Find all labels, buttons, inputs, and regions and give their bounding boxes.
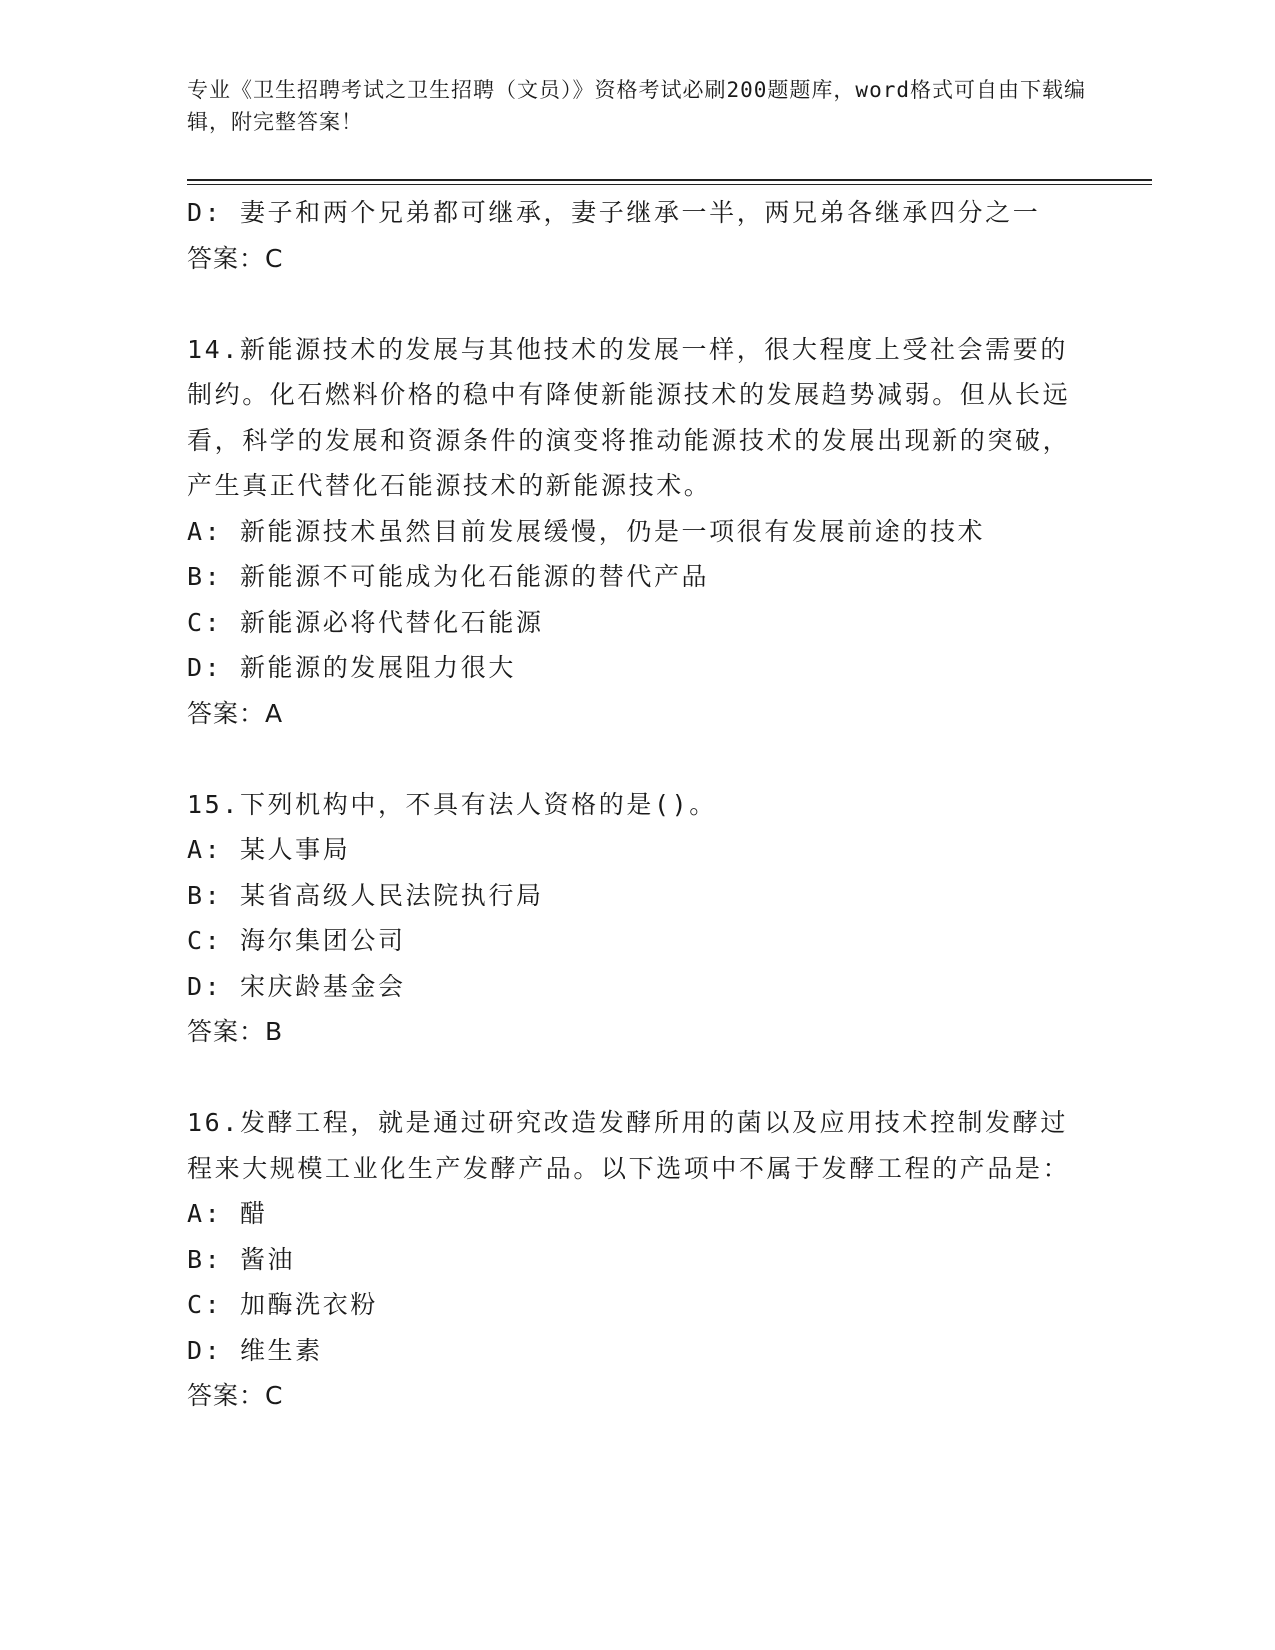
option-a: A: 新能源技术虽然目前发展缓慢，仍是一项很有发展前途的技术: [187, 516, 986, 546]
question-stem: 15.下列机构中，不具有法人资格的是()。: [187, 789, 717, 819]
option-d: D: 维生素: [187, 1335, 323, 1365]
question-14: [187, 327, 1087, 737]
question-stem: 16.发酵工程，就是通过研究改造发酵所用的菌以及应用技术控制发酵过程来大规模工业化生产发酵产品。以下选项中不属于发酵工程的产品是：: [187, 1108, 1071, 1183]
option-b: B: 新能源不可能成为化石能源的替代产品: [187, 562, 710, 591]
option-a: A: 醋: [187, 1199, 268, 1228]
answer: 答案：C: [187, 1381, 284, 1410]
option-c: C: 海尔集团公司: [187, 926, 406, 955]
option-d: D: 宋庆龄基金会: [187, 971, 406, 1001]
spacer: [187, 736, 1087, 782]
option-c: C: 加酶洗衣粉: [187, 1290, 378, 1319]
question-15: [187, 782, 1087, 1055]
answer: 答案：A: [187, 698, 284, 728]
answer: 答案：B: [187, 1017, 284, 1046]
previous-option-d: D: 妻子和两个兄弟都可继承，妻子继承一半，两兄弟各继承四分之一: [187, 198, 1041, 227]
question-16: [187, 1100, 1087, 1419]
question-stem: 14.新能源技术的发展与其他技术的发展一样，很大程度上受社会需要的制约。化石燃料价格的稳中有降使新能源技术的发展趋势减弱。但从长远看，科学的发展和资源条件的演变将推动能源技术的发展出现新的突破，产生真正代替化石能源技术的新能源技术。: [187, 334, 1071, 500]
option-d: D: 新能源的发展阻力很大: [187, 653, 516, 682]
spacer: [187, 1055, 1087, 1101]
previous-answer: 答案：C: [187, 243, 284, 273]
option-a: A: 某人事局: [187, 835, 351, 864]
option-c: C: 新能源必将代替化石能源: [187, 607, 544, 637]
spacer: [187, 281, 1087, 327]
document-body: [187, 190, 1087, 1419]
header-rule: [187, 179, 1152, 185]
option-b: B: 某省高级人民法院执行局: [187, 880, 544, 910]
page-header: 专业《卫生招聘考试之卫生招聘（文员）》资格考试必刷200题题库，word格式可自由下载编辑，附完整答案！: [187, 78, 1086, 134]
option-b: B: 酱油: [187, 1244, 296, 1274]
